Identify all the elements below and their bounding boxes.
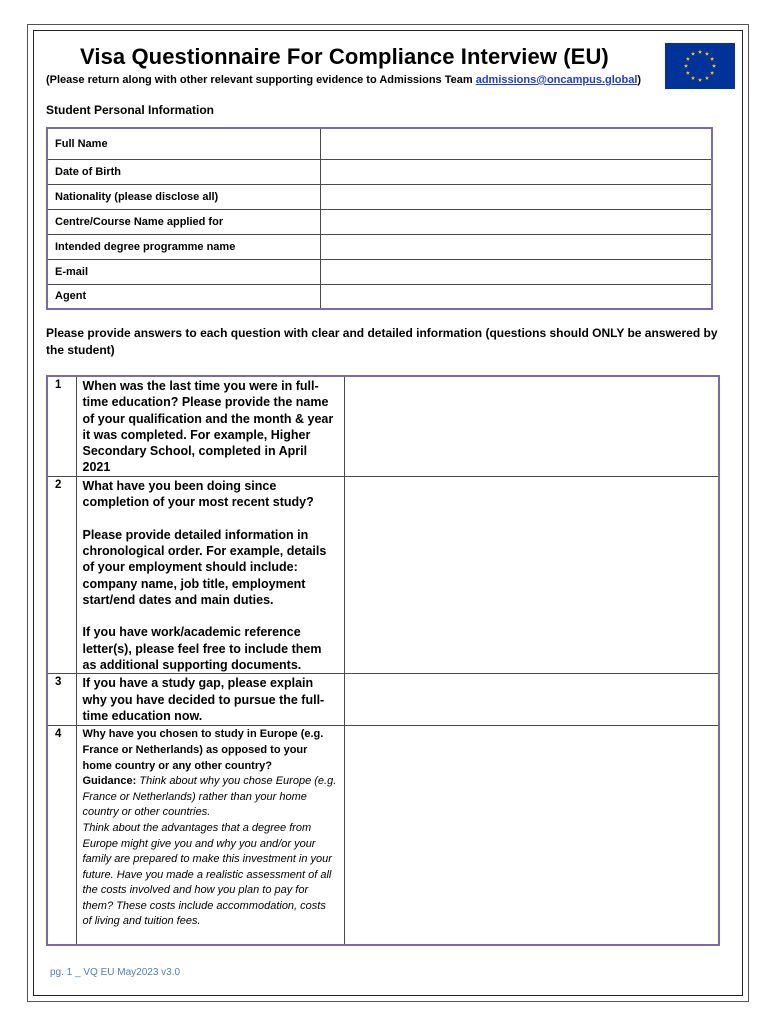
star-icon: [710, 71, 714, 75]
eu-flag-graphic: [665, 43, 735, 89]
star-icon: [712, 64, 716, 68]
question-row-4: [47, 726, 719, 945]
instructions-text: Please provide answers to each question with clear and detailed information (questions should ONLY be answered by the student): [46, 326, 718, 357]
info-value-field[interactable]: [320, 209, 712, 234]
question-text: [76, 476, 344, 674]
question-row-1: [47, 376, 719, 476]
info-row: [47, 159, 712, 184]
info-label: Centre/Course Name applied for: [47, 209, 320, 234]
star-icon: [691, 76, 695, 80]
page-subtitle: [46, 74, 641, 86]
info-label: Full Name: [47, 128, 320, 159]
info-value-field[interactable]: [320, 184, 712, 209]
page-title: Visa Questionnaire For Compliance Interview (EU): [80, 44, 609, 69]
question-text: If you have a study gap, please explain why you have decided to pursue the full-time education now.: [76, 674, 344, 726]
question-row-3: [47, 674, 719, 726]
star-icon: [686, 71, 690, 75]
star-icon: [705, 76, 709, 80]
info-row: [47, 184, 712, 209]
info-value-field[interactable]: [320, 284, 712, 309]
questions-table: [46, 375, 720, 946]
info-label: E-mail: [47, 259, 320, 284]
star-icon: [686, 57, 690, 61]
personal-info-title: Student Personal Information: [46, 103, 215, 117]
eu-flag-icon: [665, 43, 735, 89]
personal-info-table: [46, 127, 713, 310]
answer-cell-4[interactable]: [344, 726, 719, 945]
answer-cell-2[interactable]: [344, 476, 719, 674]
info-label: Intended degree programme name: [47, 234, 320, 259]
answer-cell-3[interactable]: [344, 674, 719, 726]
star-icon: [710, 57, 714, 61]
info-label: Date of Birth: [47, 159, 320, 184]
question-main-text: Why have you chosen to study in Europe (e.g. France or Netherlands) as opposed to your home country or any other country?: [82, 728, 324, 772]
question-number: 1: [47, 376, 76, 476]
question-paragraph: If you have work/academic reference letter(s), please feel free to include them as additional supporting documents.: [82, 625, 322, 673]
info-row: [47, 128, 712, 159]
info-value-field[interactable]: [320, 128, 712, 159]
guidance-text: Think about the advantages that a degree from Europe might give you and why you and/or your family are prepared to make this investment in your future. Have you made a realistic assessment of all the costs involved and how you plan to pay for them? These costs include accommodation, costs of living and tuition fees.: [82, 821, 332, 928]
info-row: [47, 284, 712, 309]
star-icon: [691, 52, 695, 56]
subtitle-suffix: ): [637, 74, 642, 86]
question-text: When was the last time you were in full-time education? Please provide the name of your qualification and the month & year it was completed. For example, Higher Secondary School, completed in April 2021: [76, 376, 344, 476]
info-label: Agent: [47, 284, 320, 309]
page-footer: pg. 1 _ VQ EU May2023 v3.0: [50, 967, 181, 978]
admissions-email-link[interactable]: admissions@oncampus.global: [475, 74, 638, 86]
info-value-field[interactable]: [320, 259, 712, 284]
info-label: Nationality (please disclose all): [47, 184, 320, 209]
subtitle-prefix: (Please return along with other relevant supporting evidence to Admissions Team: [46, 74, 476, 86]
question-number: 2: [47, 476, 76, 674]
info-value-field[interactable]: [320, 159, 712, 184]
info-value-field[interactable]: [320, 234, 712, 259]
question-text: [76, 726, 344, 945]
guidance-text: Think about why you chose Europe (e.g. France or Netherlands) rather than your home country or other countries.: [82, 775, 337, 819]
star-icon: [705, 52, 709, 56]
info-row: [47, 209, 712, 234]
question-number: 4: [47, 726, 76, 945]
guidance-label: Guidance:: [82, 775, 137, 788]
question-paragraph: Please provide detailed information in chronological order. For example, details of your employment should include: company name, job title, employment start/end dates and main duties.: [82, 527, 327, 607]
info-row: [47, 259, 712, 284]
question-row-2: [47, 476, 719, 674]
star-icon: [698, 50, 702, 54]
star-icon: [684, 64, 688, 68]
question-number: 3: [47, 674, 76, 726]
star-icon: [698, 78, 702, 82]
question-paragraph: What have you been doing since completion of your most recent study?: [82, 478, 314, 510]
info-row: [47, 234, 712, 259]
answer-cell-1[interactable]: [344, 376, 719, 476]
